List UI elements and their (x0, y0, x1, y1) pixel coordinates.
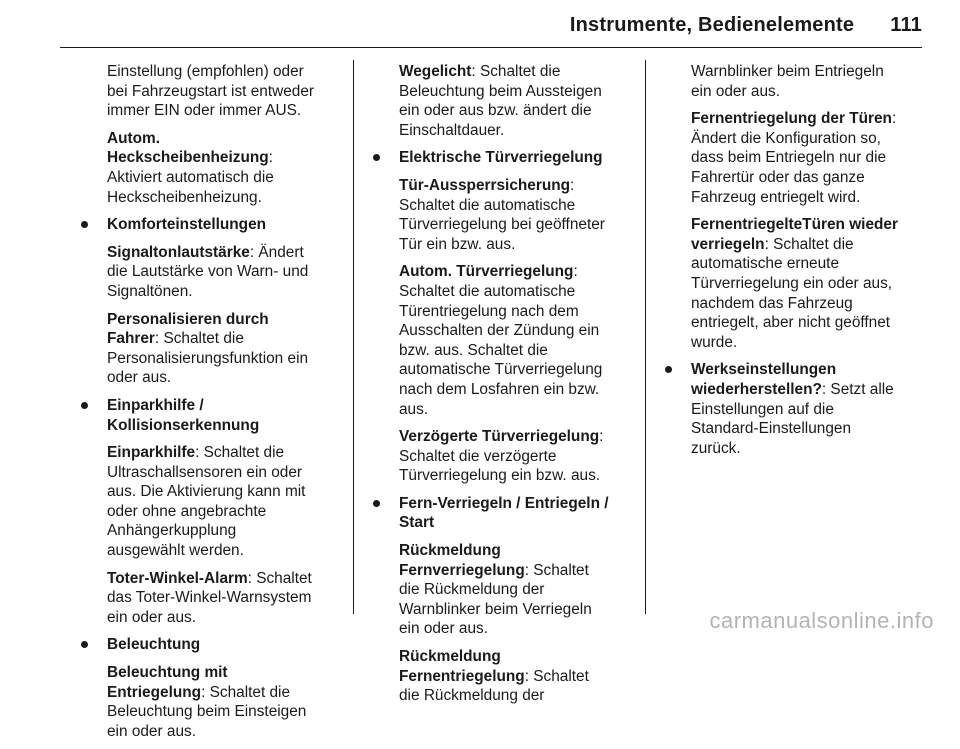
setting-heckscheibenheizung: Autom. Heckscheibenheizung: Aktiviert automatisch die Heckscheibenheizung. (107, 129, 274, 206)
bullet-beleuchtung: Beleuchtung (81, 635, 317, 655)
setting-tueren-wieder-verriegeln: FernentriegelteTüren wieder verriegeln: Schaltet die automatische erneute Türverriegelung ein oder aus, nachdem das Fahrzeug entriegelt, aber nicht geöffnet wurde. (691, 216, 898, 351)
column-1 (81, 62, 317, 749)
bullet-komforteinstellungen: Komforteinstellungen (81, 215, 317, 235)
page-header (570, 14, 922, 37)
column-divider-2 (645, 60, 646, 614)
page-title: Instrumente, Bedienelemente (569, 14, 855, 36)
setting-rueckmeldung-fernentriegelung: Rückmeldung Fernentriegelung: Schaltet die Rückmeldung der (399, 648, 589, 705)
column-3 (665, 62, 901, 466)
paragraph: Warnblinker beim Entriegeln ein oder aus. (691, 63, 884, 100)
bullet-icon (373, 154, 380, 161)
bullet-werkseinstellungen: Werkseinstellungen wiederherstellen?: Setzt alle Einstellungen auf die Standard-Einstellungen zurück. (665, 360, 901, 458)
setting-personalisieren: Personalisieren durch Fahrer: Schaltet die Personalisierungsfunktion ein oder aus. (107, 310, 309, 387)
setting-verzoegerte-tuerverriegelung: Verzögerte Türverriegelung: Schaltet die verzögerte Türverriegelung ein bzw. aus. (399, 428, 604, 485)
page-number: 111 (890, 14, 922, 36)
column-divider-1 (353, 60, 354, 614)
bullet-icon (81, 221, 88, 228)
bullet-icon (81, 641, 88, 648)
bullet-einparkhilfe: Einparkhilfe / Kollisionserkennung (81, 396, 317, 435)
header-rule (60, 47, 922, 48)
setting-toter-winkel: Toter-Winkel-Alarm: Schaltet das Toter-Winkel-Warnsystem ein oder aus. (107, 569, 312, 626)
paragraph: Einstellung (empfohlen) oder bei Fahrzeugstart ist entweder immer EIN oder immer AUS. (107, 63, 315, 120)
bullet-icon (665, 366, 672, 373)
setting-fernentriegelung-tueren: Fernentriegelung der Türen: Ändert die Konfiguration so, dass beim Entriegeln nur die Fahrertür oder das ganze Fahrzeug entriegelt wird. (691, 110, 897, 206)
setting-autom-tuerverriegelung: Autom. Türverriegelung: Schaltet die automatische Türentriegelung nach dem Ausschalten der Zündung ein bzw. aus. Schaltet die automatische Türverriegelung nach dem Losfahren ein bzw. aus. (399, 263, 603, 418)
bullet-tuerverriegelung: Elektrische Türverriegelung (373, 148, 609, 168)
setting-beleuchtung-entriegelung: Beleuchtung mit Entriegelung: Schaltet die Beleuchtung beim Einsteigen ein oder aus. (107, 664, 307, 740)
setting-wegelicht: Wegelicht: Schaltet die Beleuchtung beim Aussteigen ein oder aus bzw. ändert die Einschaltdauer. (399, 63, 602, 139)
setting-rueckmeldung-fernverriegelung: Rückmeldung Fernverriegelung: Schaltet die Rückmeldung der Warnblinker beim Verriegeln ein oder aus. (399, 542, 592, 638)
setting-einparkhilfe: Einparkhilfe: Schaltet die Ultraschallsensoren ein oder aus. Die Aktivierung kann mit oder ohne angebrachte Anhängerkupplung ausgewählt werden. (107, 444, 306, 560)
bullet-fern-verriegeln: Fern-Verriegeln / Entriegeln / Start (373, 494, 609, 533)
watermark: carmanualsonline.info (709, 608, 934, 633)
bullet-icon (81, 402, 88, 409)
column-2 (373, 62, 609, 714)
setting-tuer-aussperrsicherung: Tür-Aussperrsicherung: Schaltet die automatische Türverriegelung bei geöffneter Tür ein bzw. aus. (399, 176, 605, 253)
setting-signaltonlautstaerke: Signaltonlautstärke: Ändert die Lautstärke von Warn- und Signaltönen. (107, 243, 309, 300)
bullet-icon (373, 500, 380, 507)
